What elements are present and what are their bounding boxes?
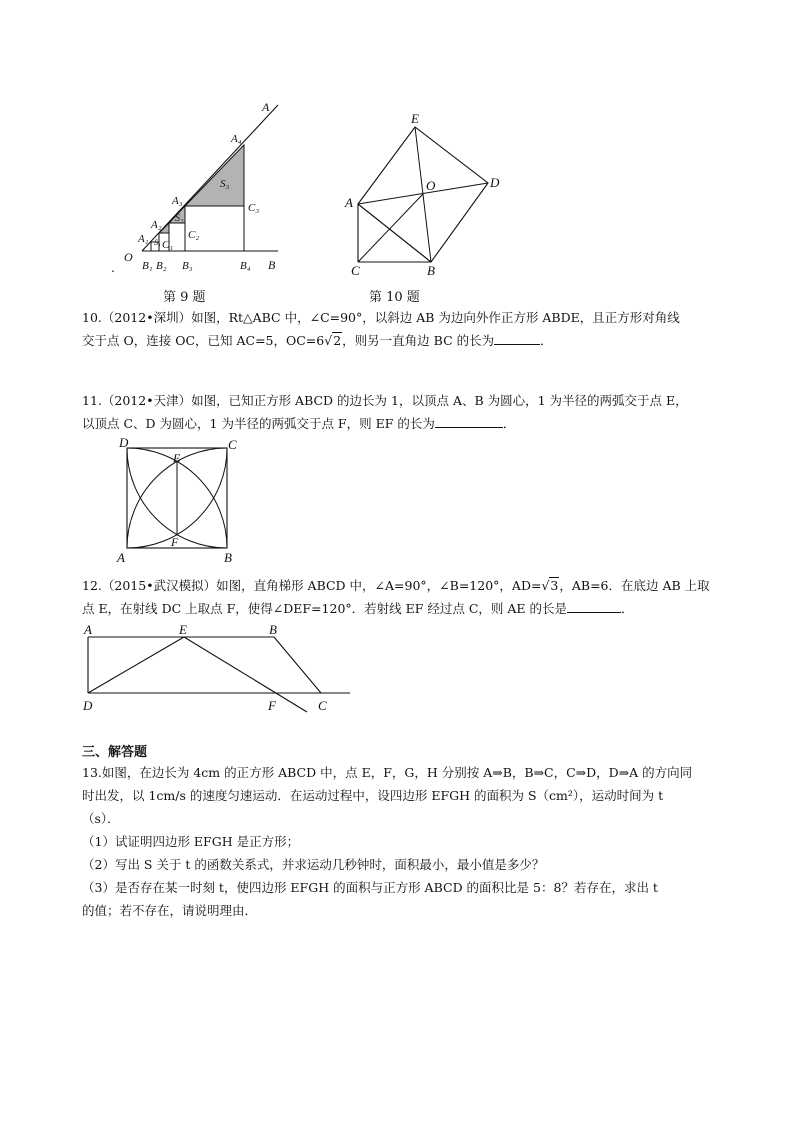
q11-line-1: 11.（2012•天津）如图，已知正方形 ABCD 的边长为 1，以顶点 A、B 为圆心，1 为半径的两弧交于点 E， (82, 393, 688, 408)
label-b1: B₁ (142, 260, 153, 272)
figure-12 (78, 620, 358, 715)
label-e: E (411, 111, 419, 126)
q10-answer-blank[interactable] (494, 330, 540, 345)
segment-bc (274, 637, 321, 693)
figure-12-diagram (78, 620, 358, 715)
label-b: B (269, 622, 277, 637)
figure-9 (110, 95, 310, 280)
label-c3: C₃ (248, 202, 260, 214)
question-12 (82, 574, 712, 620)
label-e: E (173, 451, 181, 465)
question-13 (82, 761, 712, 922)
segment-de (88, 637, 184, 693)
label-f: F (171, 535, 179, 549)
label-a1: A₁ (138, 233, 149, 245)
label-a3: A₃ (172, 195, 183, 207)
q12-line-2: 点 E，在射线 DC 上取点 F，使得∠DEF=120°．若射线 EF 经过点 C，则 AE 的长是 ． (82, 597, 712, 620)
label-c2: C₂ (188, 229, 200, 241)
label-o: O (124, 250, 133, 264)
segment-ab-diag (358, 204, 431, 262)
figure-9-caption: 第 9 题 (163, 290, 206, 305)
label-s2: S₂ (175, 213, 184, 224)
sqrt-3: √3 (541, 578, 559, 593)
figure-10-diagram (338, 110, 508, 280)
figure-11-diagram (112, 438, 247, 568)
label-b: B (268, 258, 276, 272)
q13-sub-3-cont: 的值；若不存在，请说明理由． (82, 903, 258, 918)
label-d: D (490, 175, 500, 190)
ray-oa (142, 105, 278, 251)
q10-line-2: 交于点 O，连接 OC，已知 AC=5，OC=6√2，则另一直角边 BC 的长为 ． (82, 329, 712, 352)
shaded-triangle-s3 (185, 145, 244, 206)
label-c1: C₁ (162, 239, 174, 251)
q13-sub-2: （2）写出 S 关于 t 的函数关系式，并求运动几秒钟时，面积最小，最小值是多少？ (82, 857, 545, 872)
segment-oc (358, 194, 423, 262)
q12-line-1: 12.（2015•武汉模拟）如图，直角梯形 ABCD 中，∠A=90°，∠B=120°，AD=√3，AB=6．在底边 AB 上取 (82, 574, 712, 597)
q13-line-3: （s）． (82, 811, 120, 826)
q13-line-2: 时出发，以 1cm/s 的速度匀速运动．在运动过程中，设四边形 EFGH 的面积为 S（cm²），运动时间为 t (82, 788, 664, 803)
label-b: B (427, 263, 435, 278)
label-b4: B₄ (240, 260, 251, 272)
q13-sub-3: （3）是否存在某一时刻 t，使四边形 EFGH 的面积与正方形 ABCD 的面积比是 5：8？若存在，求出 t (82, 880, 658, 895)
q11-answer-blank[interactable] (435, 413, 503, 428)
figure-9-diagram (110, 95, 310, 280)
label-d: D (119, 438, 129, 450)
q13-sub-1: （1）试证明四边形 EFGH 是正方形； (82, 834, 300, 849)
sqrt-2: √2 (324, 333, 342, 348)
label-c: C (318, 698, 327, 713)
figure-10-caption: 第 10 题 (369, 290, 420, 305)
label-a: A (345, 195, 353, 210)
label-o: O (426, 178, 436, 193)
figure-11 (112, 438, 247, 568)
label-a: A (84, 622, 92, 637)
label-c: C (351, 263, 360, 278)
label-c: C (228, 438, 237, 452)
label-a: A (117, 550, 125, 565)
label-a: A (262, 100, 270, 114)
label-b3: B₃ (182, 260, 193, 272)
label-d: D (83, 698, 93, 713)
q11-line-2: 以顶点 C、D 为圆心，1 为半径的两弧交于点 F，则 EF 的长为 ． (82, 412, 712, 435)
q13-line-1: 13.如图，在边长为 4cm 的正方形 ABCD 中，点 E，F，G，H 分别按 A⇒B，B⇒C，C⇒D，D⇒A 的方向同 (82, 765, 693, 780)
q10-line-1: 10.（2012•深圳）如图，Rt△ABC 中，∠C=90°，以斜边 AB 为边向外作正方形 ABDE，且正方形对角线 (82, 310, 680, 325)
label-s3: S₃ (220, 178, 230, 190)
section-3-heading: 三、解答题 (82, 745, 148, 760)
label-b2: B₂ (156, 260, 167, 272)
label-a2: A₂ (151, 219, 162, 231)
ray-ef (184, 637, 307, 712)
label-a4: A₄ (231, 133, 242, 145)
question-11 (82, 389, 712, 435)
label-f: F (268, 698, 276, 713)
question-10 (82, 306, 712, 352)
q12-answer-blank[interactable] (567, 598, 621, 613)
label-e: E (179, 622, 187, 637)
label-b: B (224, 550, 232, 565)
figure-10 (338, 110, 508, 280)
leading-mark: . (111, 261, 115, 275)
label-s1: S₁ (154, 238, 161, 247)
